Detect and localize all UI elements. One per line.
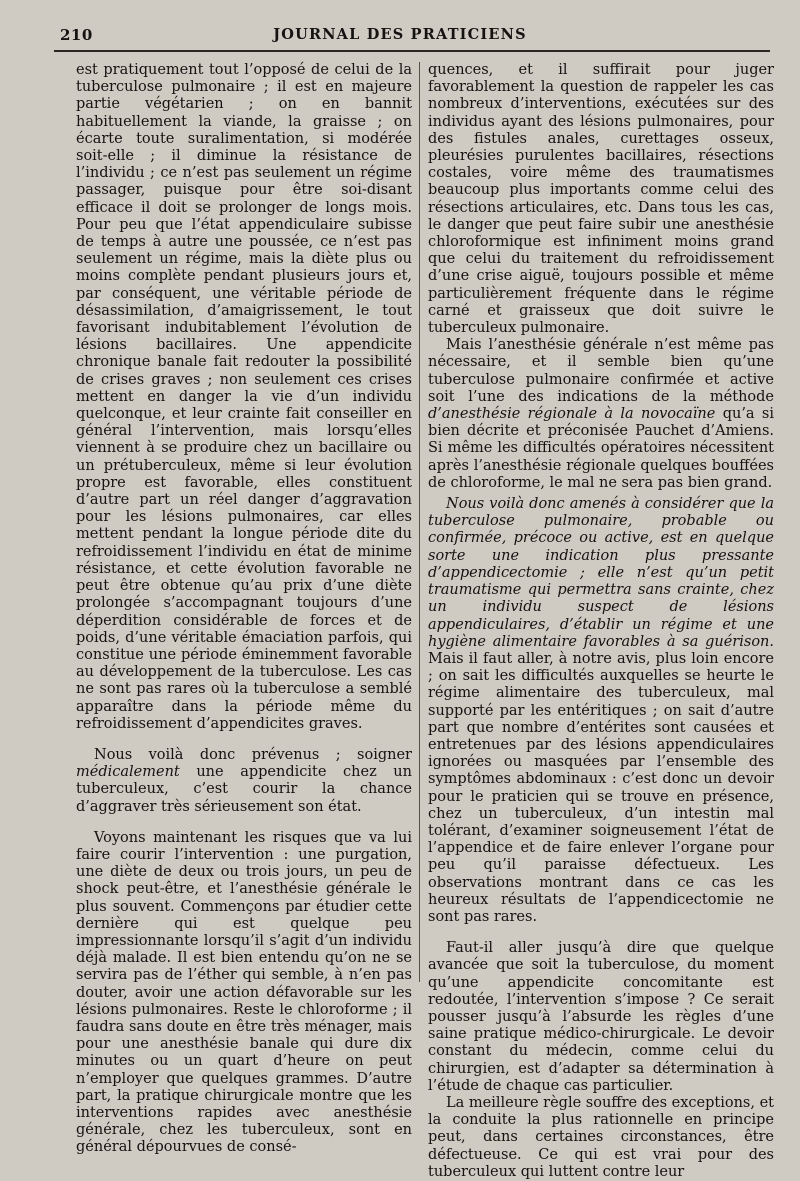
paragraph <box>428 62 774 337</box>
paragraph-text: Voyons maintenant les risques que va lui faire courir l’intervention : une purgation, une diète de deux ou trois jours, un peu de shock peut-être, et l’anesthésie générale le plus souvent. Commençons par étudier cette dernière qui est quelque peu impressionnante lorsqu’il s’agit d’un individu déjà malade. Il est bien entendu qu’on ne se servira pas de l’éther qui semble, à n’en pas douter, avoir une action défavorable sur les lésions pulmonaires. Reste le chloroforme ; il faudra sans doute en être très ménager, mais pour une anesthésie banale qui dure dix minutes ou un quart d’heure on peut n’employer que quelques grammes. D’autre part, la pratique chirurgicale montre que les interventions rapides avec anesthésie générale, chez les tuberculeux, sont en général dépourvues de consé- <box>76 829 412 1156</box>
paragraph-text: Faut-il aller jusqu’à dire que quelque avancée que soit la tuberculose, du moment qu’une appendicite concomitante est redoutée, l’intervention s’impose ? Ce serait pousser jusqu’à l’absurde les règles d’une saine pratique médico-chirurgicale. Le devoir constant du médecin, comme celui du chirurgien, est d’adapter sa détermination à l’étude de chaque cas particulier. <box>428 940 774 1094</box>
paragraph-text: Mais l’anesthésie générale n’est même pas nécessaire, et il semble bien qu’une tuberculose pulmonaire confirmée et active soit l’une des indications de la méthode <box>428 337 774 405</box>
italic-text: médicalement <box>76 764 180 781</box>
paragraph-text: La meilleure règle souffre des exceptions, et la conduite la plus rationnelle en principe peut, dans certaines circonstances, être défectueuse. Ce qui est vrai pour des tuberculeux qui luttent contre leur <box>428 1094 774 1180</box>
right-column <box>428 62 774 1181</box>
paragraph <box>428 940 774 1095</box>
paragraph <box>428 1095 774 1181</box>
paragraph <box>76 62 412 733</box>
paragraph <box>76 747 412 816</box>
header-rule <box>54 50 770 52</box>
paragraph-text: est pratiquement tout l’opposé de celui de la tuberculose pulmonaire ; il est en majeure partie végétarien ; on en bannit habituellement la viande, la graisse ; on écarte toute suralimentation, si modérée soit-elle ; il diminue la résistance de l’individu ; ce n’est pas seulement un régime passager, puisque pour être soi-disant efficace il doit se prolonger de longs mois. Pour peu que l’état appendiculaire subisse de temps à autre une poussée, ce n’est pas seulement un régime, mais la diète plus ou moins complète pendant plusieurs jours et, par conséquent, une véritable période de désassimilation, d’amaigrissement, le tout favorisant indubitablement l’évolution de lésions bacillaires. Une appendicite chronique banale fait redouter la possibilité de crises graves ; non seulement ces crises mettent en danger la vie d’un individu quelconque, et leur crainte fait conseiller en général l’intervention, mais lorsqu’elles viennent à se produire chez un bacillaire ou un prétuberculeux, même si leur évolution propre est favorable, elles constituent d’autre part un réel danger d’aggravation pour les lésions pulmonaires, car elles mettent pendant la longue période dite du refroidissement l’individu en état de minime résistance, et cette évolution favorable ne peut être obtenue qu’au prix d’une diète prolongée s’accompagnant toujours d’une déperdition considérable de forces et de poids, d’une véritable émaciation parfois, qui constitue une période éminemment favorable au développement de la tuberculose. Les cas ne sont pas rares où la tuberculose a semblé apparaître dans la période même du refroidissement d’appendicites graves. <box>76 62 412 732</box>
paragraph-text: qu’a si bien décrite et préconisée Pauchet d’Amiens. Si même les difficultés opératoires nécessitent après l’anesthésie régionale quelques bouffées de chloroforme, le mal ne sera pas bien grand. <box>428 406 775 491</box>
italic-text: Nous voilà donc amenés à considérer que la tuberculose pulmonaire, probable ou confirmée, précoce ou active, est en quelque sorte une indication plus pressante d’appendicectomie ; elle n’est qu’un petit traumatisme qui permettra sans crainte, chez un individu suspect de lésions appendiculaires, d’établir un régime et une hygiène alimentaire favorables à sa guérison. <box>428 496 774 650</box>
column-divider <box>419 62 420 982</box>
page-number: 210 <box>60 26 93 44</box>
left-column <box>76 62 412 1157</box>
paragraph <box>76 830 412 1157</box>
paragraph <box>428 337 774 492</box>
paragraph-text: une appendicite chez un tuberculeux, c’est courir la chance d’aggraver très sérieusement son état. <box>76 764 412 815</box>
paragraph-text: Mais il faut aller, à notre avis, plus loin encore ; on sait les difficultés auxquelles se heurte le régime alimentaire des tuberculeux, mal supporté par les entéritiques ; on sait d’autre part que nombre d’entérites sont causées et entretenues par des lésions appendiculaires ignorées ou masquées par l’ensemble des symptômes abdominaux : c’est donc un devoir pour le praticien qui se trouve en présence, chez un tuberculeux, d’un intestin mal tolérant, d’examiner soigneusement l’état de l’appendice et de faire enlever l’organe pour peu qu’il paraisse défectueux. Les observations montrant dans ce cas les heureux résultats de l’appendicectomie ne sont pas rares. <box>428 650 774 925</box>
italic-text: d’anesthésie régionale à la novocaïne <box>428 406 716 423</box>
paragraph <box>428 496 774 926</box>
journal-title: JOURNAL DES PRATICIENS <box>273 26 527 43</box>
paragraph-text: Nous voilà donc prévenus ; soigner <box>94 746 412 763</box>
page-header <box>0 26 800 48</box>
paragraph-text: quences, et il suffirait pour juger favorablement la question de rappeler les cas nombreux d’interventions, exécutées sur des individus ayant des lésions pulmonaires, pour des fistules anales, curettages osseux, pleurésies purulentes bacillaires, résections costales, voire même des traumatismes beaucoup plus importants comme celui des résections articulaires, etc. Dans tous les cas, le danger que peut faire subir une anesthésie chloroformique est infiniment moins grand que celui du traitement du refroidissement d’une crise aiguë, toujours possible et même particulièrement fréquente dans le régime carné et graisseux que doit suivre le tuberculeux pulmonaire. <box>428 62 774 337</box>
